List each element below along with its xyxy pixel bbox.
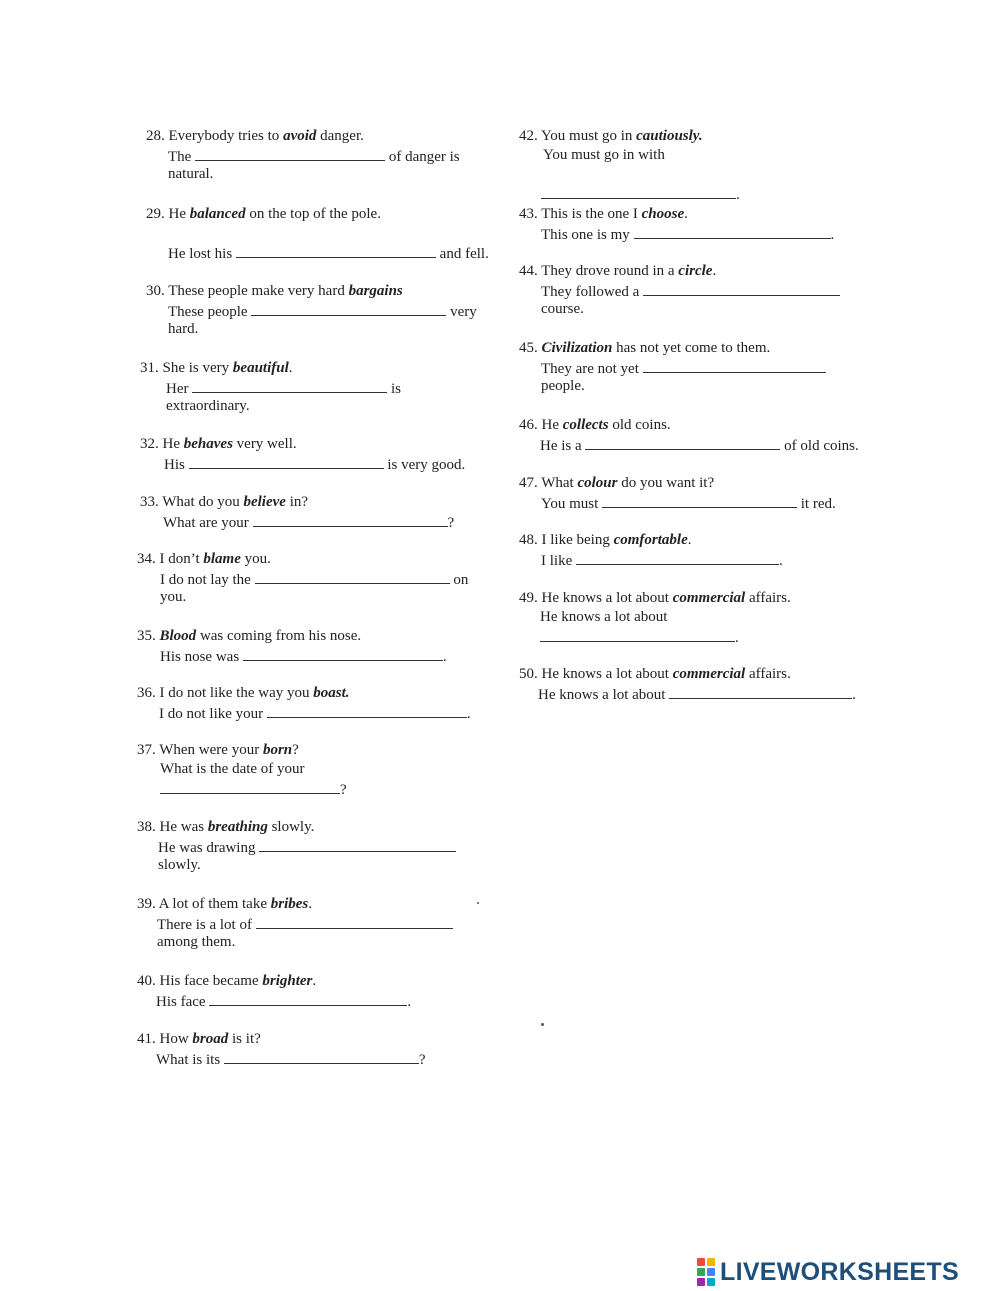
item-text: in?	[285, 494, 309, 510]
item-text: is it?	[228, 1031, 261, 1047]
keyword: bribes	[270, 896, 309, 912]
item-text: What is the date of your	[160, 761, 305, 777]
item-line	[519, 550, 783, 569]
item-line	[519, 531, 783, 550]
item-line	[137, 895, 453, 914]
logo-square	[707, 1258, 715, 1266]
keyword: cautiously.	[636, 128, 703, 144]
item-text: affairs.	[745, 590, 791, 606]
item-text: 45.	[519, 340, 542, 356]
item-text: has not yet come to them.	[612, 340, 771, 356]
item-line	[137, 741, 347, 760]
item-text: He knows a lot about	[540, 609, 668, 625]
item-text: He was drawing	[158, 840, 260, 856]
item-text: .	[712, 263, 717, 279]
scan-speck	[477, 902, 479, 904]
item-text: 28. Everybody tries to	[146, 128, 284, 144]
item-line	[519, 493, 836, 512]
item-text: ?	[340, 782, 347, 798]
item-text: slowly.	[267, 819, 315, 835]
item-text: 29. He	[146, 206, 190, 222]
item-text: 46. He	[519, 417, 563, 433]
item-text: 35.	[137, 628, 160, 644]
item-text: .	[308, 896, 312, 912]
item-text: There is a lot of	[157, 917, 256, 933]
item-text: .	[684, 206, 688, 222]
exercise-item-44	[519, 262, 840, 319]
keyword: commercial	[672, 666, 746, 682]
answer-blank[interactable]	[602, 493, 797, 508]
item-line	[137, 856, 456, 875]
item-text: 48. I like being	[519, 532, 614, 548]
answer-blank[interactable]	[255, 569, 450, 584]
item-text: He is a	[540, 438, 586, 454]
item-line	[519, 224, 834, 243]
item-text: They are not yet	[541, 361, 643, 377]
logo-square	[697, 1278, 705, 1286]
item-line	[137, 684, 471, 703]
item-text: 43. This is the one I	[519, 206, 642, 222]
item-text: affairs.	[745, 666, 791, 682]
keyword: collects	[562, 417, 609, 433]
keyword: born	[262, 742, 293, 758]
keyword: Civilization	[541, 340, 613, 356]
exercise-item-50	[519, 665, 856, 703]
item-text: I do not like your	[159, 706, 267, 722]
item-line	[519, 377, 826, 396]
item-text: ?	[418, 1052, 426, 1068]
answer-blank[interactable]	[267, 703, 467, 718]
item-text: of danger is	[385, 149, 460, 165]
item-text: 36. I do not like the way you	[137, 685, 314, 701]
exercise-item-49	[519, 589, 791, 646]
exercise-item-37	[137, 741, 347, 798]
exercise-item-28	[146, 127, 460, 184]
item-line	[146, 282, 477, 301]
item-line	[140, 512, 454, 531]
item-text: 31. She is very	[140, 360, 233, 376]
item-line	[137, 703, 471, 722]
item-text: old coins.	[608, 417, 671, 433]
item-text: The	[168, 149, 196, 165]
answer-blank[interactable]	[259, 837, 456, 852]
exercise-item-32	[140, 435, 465, 473]
answer-blank[interactable]	[236, 243, 436, 258]
exercise-item-46	[519, 416, 859, 454]
item-text: 50. He knows a lot about	[519, 666, 673, 682]
exercise-item-31	[140, 359, 401, 416]
keyword: colour	[577, 475, 618, 491]
item-text: This one is my	[541, 227, 634, 243]
item-line	[137, 991, 411, 1010]
item-text: do you want it?	[617, 475, 715, 491]
item-text: .	[736, 187, 740, 203]
item-line	[519, 435, 859, 454]
item-text: ?	[447, 515, 455, 531]
answer-blank[interactable]	[209, 991, 407, 1006]
keyword: boast.	[313, 685, 350, 701]
item-text: among them.	[157, 934, 236, 950]
item-text: 49. He knows a lot about	[519, 590, 673, 606]
answer-blank[interactable]	[541, 184, 736, 199]
answer-blank[interactable]	[160, 779, 340, 794]
item-text: 47. What	[519, 475, 578, 491]
answer-blank[interactable]	[643, 281, 840, 296]
item-text: What is its	[156, 1052, 224, 1068]
item-line	[137, 627, 447, 646]
item-text: His face	[156, 994, 210, 1010]
answer-blank[interactable]	[669, 684, 852, 699]
item-text: 40. His face became	[137, 973, 263, 989]
item-text: .	[830, 227, 835, 243]
item-line	[519, 416, 859, 435]
item-text: He lost his	[168, 246, 236, 262]
exercise-item-42	[519, 127, 740, 203]
keyword: bargains	[348, 283, 403, 299]
item-text: 42. You must go in	[519, 128, 637, 144]
item-text: I like	[541, 553, 576, 569]
item-text: What are your	[163, 515, 253, 531]
keyword: comfortable	[613, 532, 688, 548]
logo-square	[707, 1268, 715, 1276]
exercise-item-34	[137, 550, 468, 607]
item-line	[137, 550, 468, 569]
answer-blank[interactable]	[643, 358, 826, 373]
item-text: 34. I don’t	[137, 551, 204, 567]
item-text: you.	[160, 589, 187, 605]
answer-blank[interactable]	[253, 512, 448, 527]
answer-blank[interactable]	[224, 1049, 419, 1064]
item-line	[519, 300, 840, 319]
item-line	[519, 165, 740, 184]
item-line	[519, 146, 740, 165]
item-text: course.	[541, 301, 584, 317]
item-line	[519, 608, 791, 627]
item-line	[146, 127, 460, 146]
item-text: 32. He	[140, 436, 184, 452]
keyword: believe	[243, 494, 286, 510]
item-text: 38. He was	[137, 819, 208, 835]
exercise-item-35	[137, 627, 447, 665]
exercise-item-39	[137, 895, 453, 952]
item-text: natural.	[168, 166, 214, 182]
answer-blank[interactable]	[634, 224, 831, 239]
item-text: on the top of the pole.	[245, 206, 381, 222]
item-line	[137, 933, 453, 952]
item-text: hard.	[168, 321, 199, 337]
exercise-item-41	[137, 1030, 426, 1068]
item-text: you.	[240, 551, 271, 567]
item-line	[519, 589, 791, 608]
keyword: behaves	[183, 436, 233, 452]
item-line	[137, 1030, 426, 1049]
item-text: These people	[168, 304, 252, 320]
item-line	[140, 435, 465, 454]
answer-blank[interactable]	[192, 378, 387, 393]
item-line	[519, 205, 834, 224]
item-text: Her	[166, 381, 193, 397]
item-text: very	[446, 304, 477, 320]
exercise-item-43	[519, 205, 834, 243]
item-text: .	[779, 553, 783, 569]
item-text: is very good.	[383, 457, 466, 473]
item-line	[146, 243, 489, 262]
item-text: His	[164, 457, 189, 473]
keyword: avoid	[283, 128, 317, 144]
keyword: commercial	[672, 590, 746, 606]
item-line	[146, 165, 460, 184]
keyword: Blood	[159, 628, 197, 644]
item-text: and fell.	[435, 246, 489, 262]
item-line	[519, 281, 840, 300]
item-line	[519, 665, 856, 684]
scan-speck	[541, 1023, 544, 1026]
answer-blank[interactable]	[243, 646, 443, 661]
item-text: He knows a lot about	[538, 687, 670, 703]
answer-blank[interactable]	[251, 301, 446, 316]
logo-square	[697, 1258, 705, 1266]
item-text: is	[387, 381, 402, 397]
item-line	[146, 224, 489, 243]
item-line	[146, 146, 460, 165]
keyword: breathing	[207, 819, 268, 835]
item-text: .	[407, 994, 412, 1010]
item-line	[140, 493, 454, 512]
item-text: .	[442, 649, 447, 665]
liveworksheets-logo-icon	[697, 1258, 715, 1286]
keyword: brighter	[262, 973, 313, 989]
item-line	[140, 397, 401, 416]
item-text: danger.	[316, 128, 364, 144]
item-text: very well.	[232, 436, 297, 452]
answer-blank[interactable]	[189, 454, 384, 469]
liveworksheets-logo	[697, 1258, 959, 1286]
answer-blank[interactable]	[195, 146, 385, 161]
item-line	[137, 646, 447, 665]
answer-blank[interactable]	[576, 550, 779, 565]
item-text: on	[449, 572, 469, 588]
item-line	[137, 972, 411, 991]
item-line	[146, 301, 477, 320]
keyword: circle	[678, 263, 713, 279]
exercise-item-36	[137, 684, 471, 722]
exercise-item-30	[146, 282, 477, 339]
item-line	[146, 205, 489, 224]
item-line	[519, 358, 826, 377]
item-text: 33. What do you	[140, 494, 244, 510]
item-text: I do not lay the	[160, 572, 255, 588]
item-text: was coming from his nose.	[196, 628, 362, 644]
keyword: beautiful	[232, 360, 289, 376]
item-line	[137, 818, 456, 837]
answer-blank[interactable]	[256, 914, 453, 929]
item-text: .	[687, 532, 692, 548]
item-text: 44. They drove round in a	[519, 263, 679, 279]
item-text: .	[852, 687, 856, 703]
exercise-item-45	[519, 339, 826, 396]
item-line	[146, 320, 477, 339]
item-text: it red.	[797, 496, 836, 512]
exercise-item-47	[519, 474, 836, 512]
item-text: .	[288, 360, 293, 376]
keyword: choose	[641, 206, 685, 222]
item-line	[140, 378, 401, 397]
item-line	[519, 262, 840, 281]
item-line	[519, 627, 791, 646]
exercise-item-48	[519, 531, 783, 569]
item-text: 39. A lot of them take	[137, 896, 271, 912]
item-line	[519, 684, 856, 703]
item-text: 37. When were your	[137, 742, 263, 758]
item-line	[137, 1049, 426, 1068]
keyword: balanced	[189, 206, 246, 222]
item-text: extraordinary.	[166, 398, 250, 414]
item-text: of old coins.	[780, 438, 859, 454]
item-line	[140, 359, 401, 378]
item-line	[137, 914, 453, 933]
brand-name: LIVEWORKSHEETS	[720, 1257, 959, 1286]
item-line	[519, 127, 740, 146]
exercise-item-33	[140, 493, 454, 531]
item-text: slowly.	[158, 857, 201, 873]
item-text: 41. How	[137, 1031, 193, 1047]
item-text: .	[312, 973, 317, 989]
item-line	[519, 474, 836, 493]
item-text: His nose was	[160, 649, 243, 665]
exercise-item-40	[137, 972, 411, 1010]
item-line	[519, 184, 740, 203]
item-text: You must go in with	[543, 147, 665, 163]
keyword: blame	[203, 551, 241, 567]
exercise-item-38	[137, 818, 456, 875]
logo-square	[697, 1268, 705, 1276]
item-text: people.	[541, 378, 585, 394]
logo-square	[707, 1278, 715, 1286]
item-line	[137, 837, 456, 856]
item-line	[137, 588, 468, 607]
item-text: .	[466, 706, 471, 722]
item-line	[137, 569, 468, 588]
keyword: broad	[192, 1031, 229, 1047]
answer-blank[interactable]	[585, 435, 780, 450]
item-text: ?	[292, 742, 299, 758]
item-text: 30. These people make very hard	[146, 283, 349, 299]
item-line	[140, 454, 465, 473]
item-text: You must	[541, 496, 603, 512]
exercise-item-29	[146, 205, 489, 262]
item-line	[137, 760, 347, 779]
item-text: They followed a	[541, 284, 644, 300]
item-text: .	[735, 630, 739, 646]
item-line	[519, 339, 826, 358]
item-line	[137, 779, 347, 798]
answer-blank[interactable]	[540, 627, 735, 642]
